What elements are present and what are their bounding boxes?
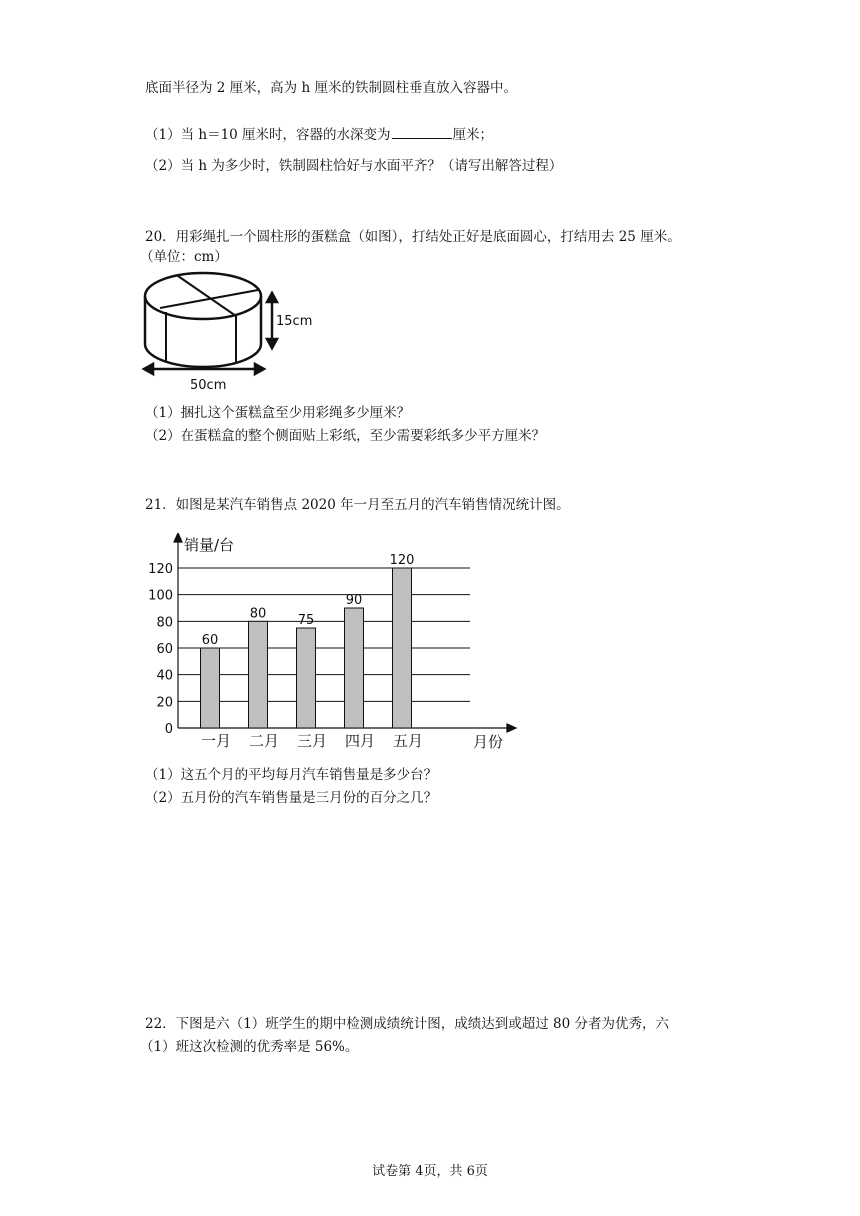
x-tick-labels <box>201 732 423 750</box>
height-arrow-up <box>267 293 277 302</box>
q20-stem: 20．用彩绳扎一个圆柱形的蛋糕盒（如图），打结处正好是底面圆心，打结用去 25 厘米。 <box>145 229 681 245</box>
diameter-arrow-right <box>255 364 264 374</box>
x-tick-label: 二月 <box>248 732 280 750</box>
ribbon-top-2 <box>160 290 258 308</box>
q21-sub1: （1）这五个月的平均每月汽车销售量是多少台？ <box>145 767 438 783</box>
bar-2 <box>249 621 268 728</box>
bar-data-label: 90 <box>345 593 363 608</box>
x-tick-label: 五月 <box>392 732 424 750</box>
height-arrow-down <box>267 339 277 348</box>
bar-4 <box>345 608 364 728</box>
x-axis-arrow <box>507 724 516 732</box>
diameter-label: 50cm <box>190 378 227 393</box>
bar-data-label: 60 <box>201 633 219 648</box>
bar-data-label: 75 <box>297 613 315 628</box>
chart-gridlines <box>178 568 470 701</box>
q22-stem-line1: 22．下图是六（1）班学生的期中检测成绩统计图，成绩达到或超过 80 分者为优秀，六 <box>145 1016 670 1032</box>
y-tick-labels <box>148 562 173 737</box>
answer-blank[interactable] <box>392 126 452 139</box>
q20-sub2: （2）在蛋糕盒的整个侧面贴上彩纸，至少需要彩纸多少平方厘米？ <box>145 428 546 444</box>
cake-bottom-arc <box>145 344 261 367</box>
bar-data-label: 120 <box>389 553 415 568</box>
bar-data-label: 80 <box>249 606 267 622</box>
x-axis-label: 月份 <box>473 733 504 751</box>
q19-intro: 底面半径为 2 厘米，高为 h 厘米的铁制圆柱垂直放入容器中。 <box>145 80 517 96</box>
q22-stem-line2: （1）班这次检测的优秀率是 56%。 <box>140 1039 359 1055</box>
sales-bar-chart <box>140 533 530 755</box>
cake-top-ellipse <box>145 273 261 319</box>
q19-sub1 <box>145 126 493 144</box>
y-tick-label: 20 <box>156 695 173 711</box>
q21-stem: 21．如图是某汽车销售点 2020 年一月至五月的汽车销售情况统计图。 <box>145 497 570 513</box>
bar-3 <box>297 628 316 728</box>
q21-sub2: （2）五月份的汽车销售量是三月份的百分之几？ <box>145 790 438 806</box>
x-tick-label: 三月 <box>296 732 328 750</box>
y-tick-label: 60 <box>156 642 173 657</box>
q20-unit: （单位：cm） <box>140 249 228 265</box>
diameter-arrow-left <box>144 364 153 374</box>
y-axis-label: 销量/台 <box>184 536 235 554</box>
q20-sub1: （1）捆扎这个蛋糕盒至少用彩绳多少厘米？ <box>145 405 411 421</box>
q19-sub2: （2）当 h 为多少时，铁制圆柱恰好与水面平齐？（请写出解答过程） <box>145 158 563 174</box>
x-tick-label: 一月 <box>200 732 232 750</box>
q19-sub1-text: （1）当 h＝10 厘米时，容器的水深变为 <box>145 127 391 143</box>
bar-1 <box>201 648 220 728</box>
y-axis-arrow <box>174 533 182 542</box>
bar-5 <box>393 568 412 728</box>
y-tick-label: 120 <box>148 562 173 577</box>
page-footer: 试卷第 4页，共 6页 <box>372 1164 488 1179</box>
y-tick-label: 80 <box>156 615 173 631</box>
x-tick-label: 四月 <box>344 732 376 750</box>
cake-box-figure <box>140 268 320 393</box>
y-tick-label: 0 <box>164 722 173 737</box>
height-label: 15cm <box>276 314 313 329</box>
y-tick-label: 40 <box>156 668 173 684</box>
q19-sub1-unit: 厘米； <box>452 127 494 143</box>
y-tick-label: 100 <box>148 588 173 604</box>
